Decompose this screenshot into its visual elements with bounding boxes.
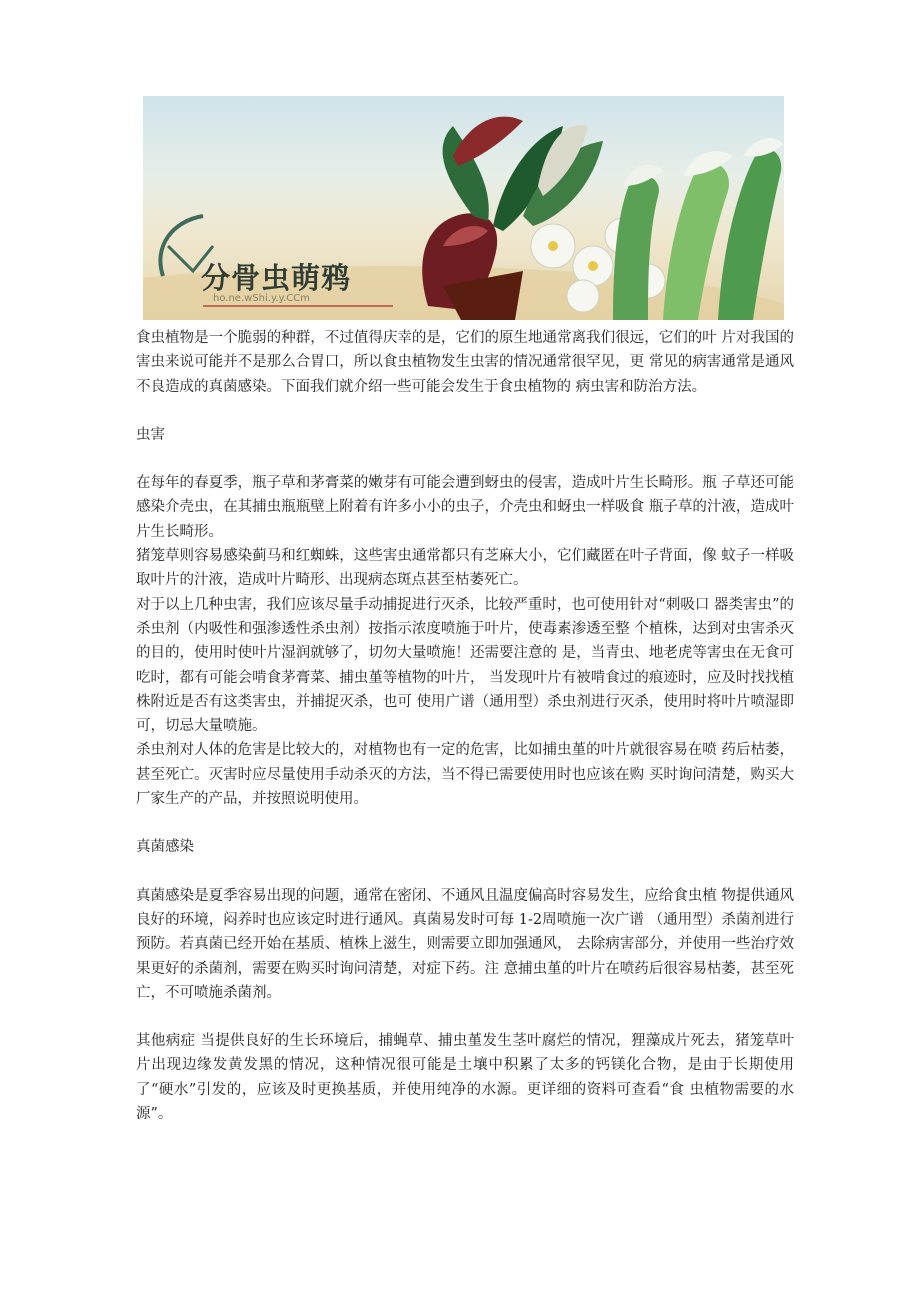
fungus-heading: 真菌感染 [136, 839, 194, 856]
banner-logo-text: 分骨虫萌鸦 [201, 261, 352, 295]
pests-paragraph-4: 杀虫剂对人体的危害是比较大的，对植物也有一定的危害，比如捕虫堇的叶片就很容易在喷 药后枯萎，甚至死亡。灭害时应尽量使用手动杀灭的方法，当不得已需要使用时也应该在购 买时询问清楚，购买大厂家生产的产品，并按照说明使用。 [136, 742, 794, 808]
pests-paragraph-1: 在每年的春夏季，瓶子草和茅膏菜的嫩芽有可能会遭到蚜虫的侵害，造成叶片生长畸形。瓶 子草还可能感染介壳虫，在其捕虫瓶瓶壁上附着有许多小小的虫子，介壳虫和蚜虫一样吸食 瓶子草的汁液，造成叶片生长畸形。 [136, 475, 794, 540]
pests-paragraph-3: 对于以上几种虫害，我们应该尽量手动捕捉进行灭杀，比较严重时，也可使用针对“刺吸口 器类害虫”的杀虫剂（内吸性和强渗透性杀虫剂）按指示浓度喷施于叶片，使毒素渗透至整 个植株，达到对虫害杀灭的目的，使用时使叶片湿润就够了，切勿大量喷施！还需要注意的 是，当青虫、地老虎等害虫在无食可吃时，都有可能会啃食茅膏菜、捕虫堇等植物的叶片， 当发现叶片有被啃食过的痕迹时，应及时找找植株附近是否有这类害虫，并捕捉灭杀，也可 使用广谱（通用型）杀虫剂进行灭杀，使用时将叶片喷湿即可，切忌大量喷施。 [136, 596, 794, 735]
fungus-paragraph: 真菌感染是夏季容易出现的问题，通常在密闭、不通风且温度偏高时容易发生，应给食虫植 物提供通风良好的环境，闷养时也应该定时进行通风。真菌易发时可每 1-2周喷施一次广谱 （通用型）杀菌剂进行预防。若真菌已经开始在基质、植株上滋生，则需要立即加强通风， 去除病害部分，并使用一些治疗效果更好的杀菌剂，需要在购买时询问清楚，对症下药。注 意捕虫堇的叶片在喷药后很容易枯萎，甚至死亡，不可喷施杀菌剂。 [136, 887, 794, 1001]
intro-paragraph: 食虫植物是一个脆弱的种群，不过值得庆幸的是，它们的原生地通常离我们很远，它们的叶 片对我国的害虫来说可能并不是那么合胃口，所以食虫植物发生虫害的情况通常很罕见，更 常见的病害通常是通风不良造成的真菌感染。下面我们就介绍一些可能会发生于食虫植物的 病虫害和防治方法。 [136, 330, 794, 395]
banner-logo-subtext: ho.ne.wShi.y.y.CCm [213, 293, 310, 304]
article-body [136, 326, 794, 1126]
pests-paragraph-2: 猪笼草则容易感染蓟马和红蜘蛛，这些害虫通常都只有芝麻大小，它们藏匿在叶子背面，像 蚊子一样吸取叶片的汁液，造成叶片畸形、出现病态斑点甚至枯萎死亡。 [136, 548, 794, 589]
pests-heading: 虫害 [136, 426, 165, 443]
other-symptoms-paragraph: 其他病症 当提供良好的生长环境后，捕蝇草、捕虫堇发生茎叶腐烂的情况，狸藻成片死去，猪笼草叶 片出现边缘发黄发黑的情况，这种情况很可能是土壤中积累了太多的钙镁化合物，是由于长期使用了“硬水”引发的，应该及时更换基质，并使用纯净的水源。更详细的资料可查看“食 虫植物需要的水源”。 [136, 1033, 794, 1123]
header-banner-image [143, 96, 784, 320]
